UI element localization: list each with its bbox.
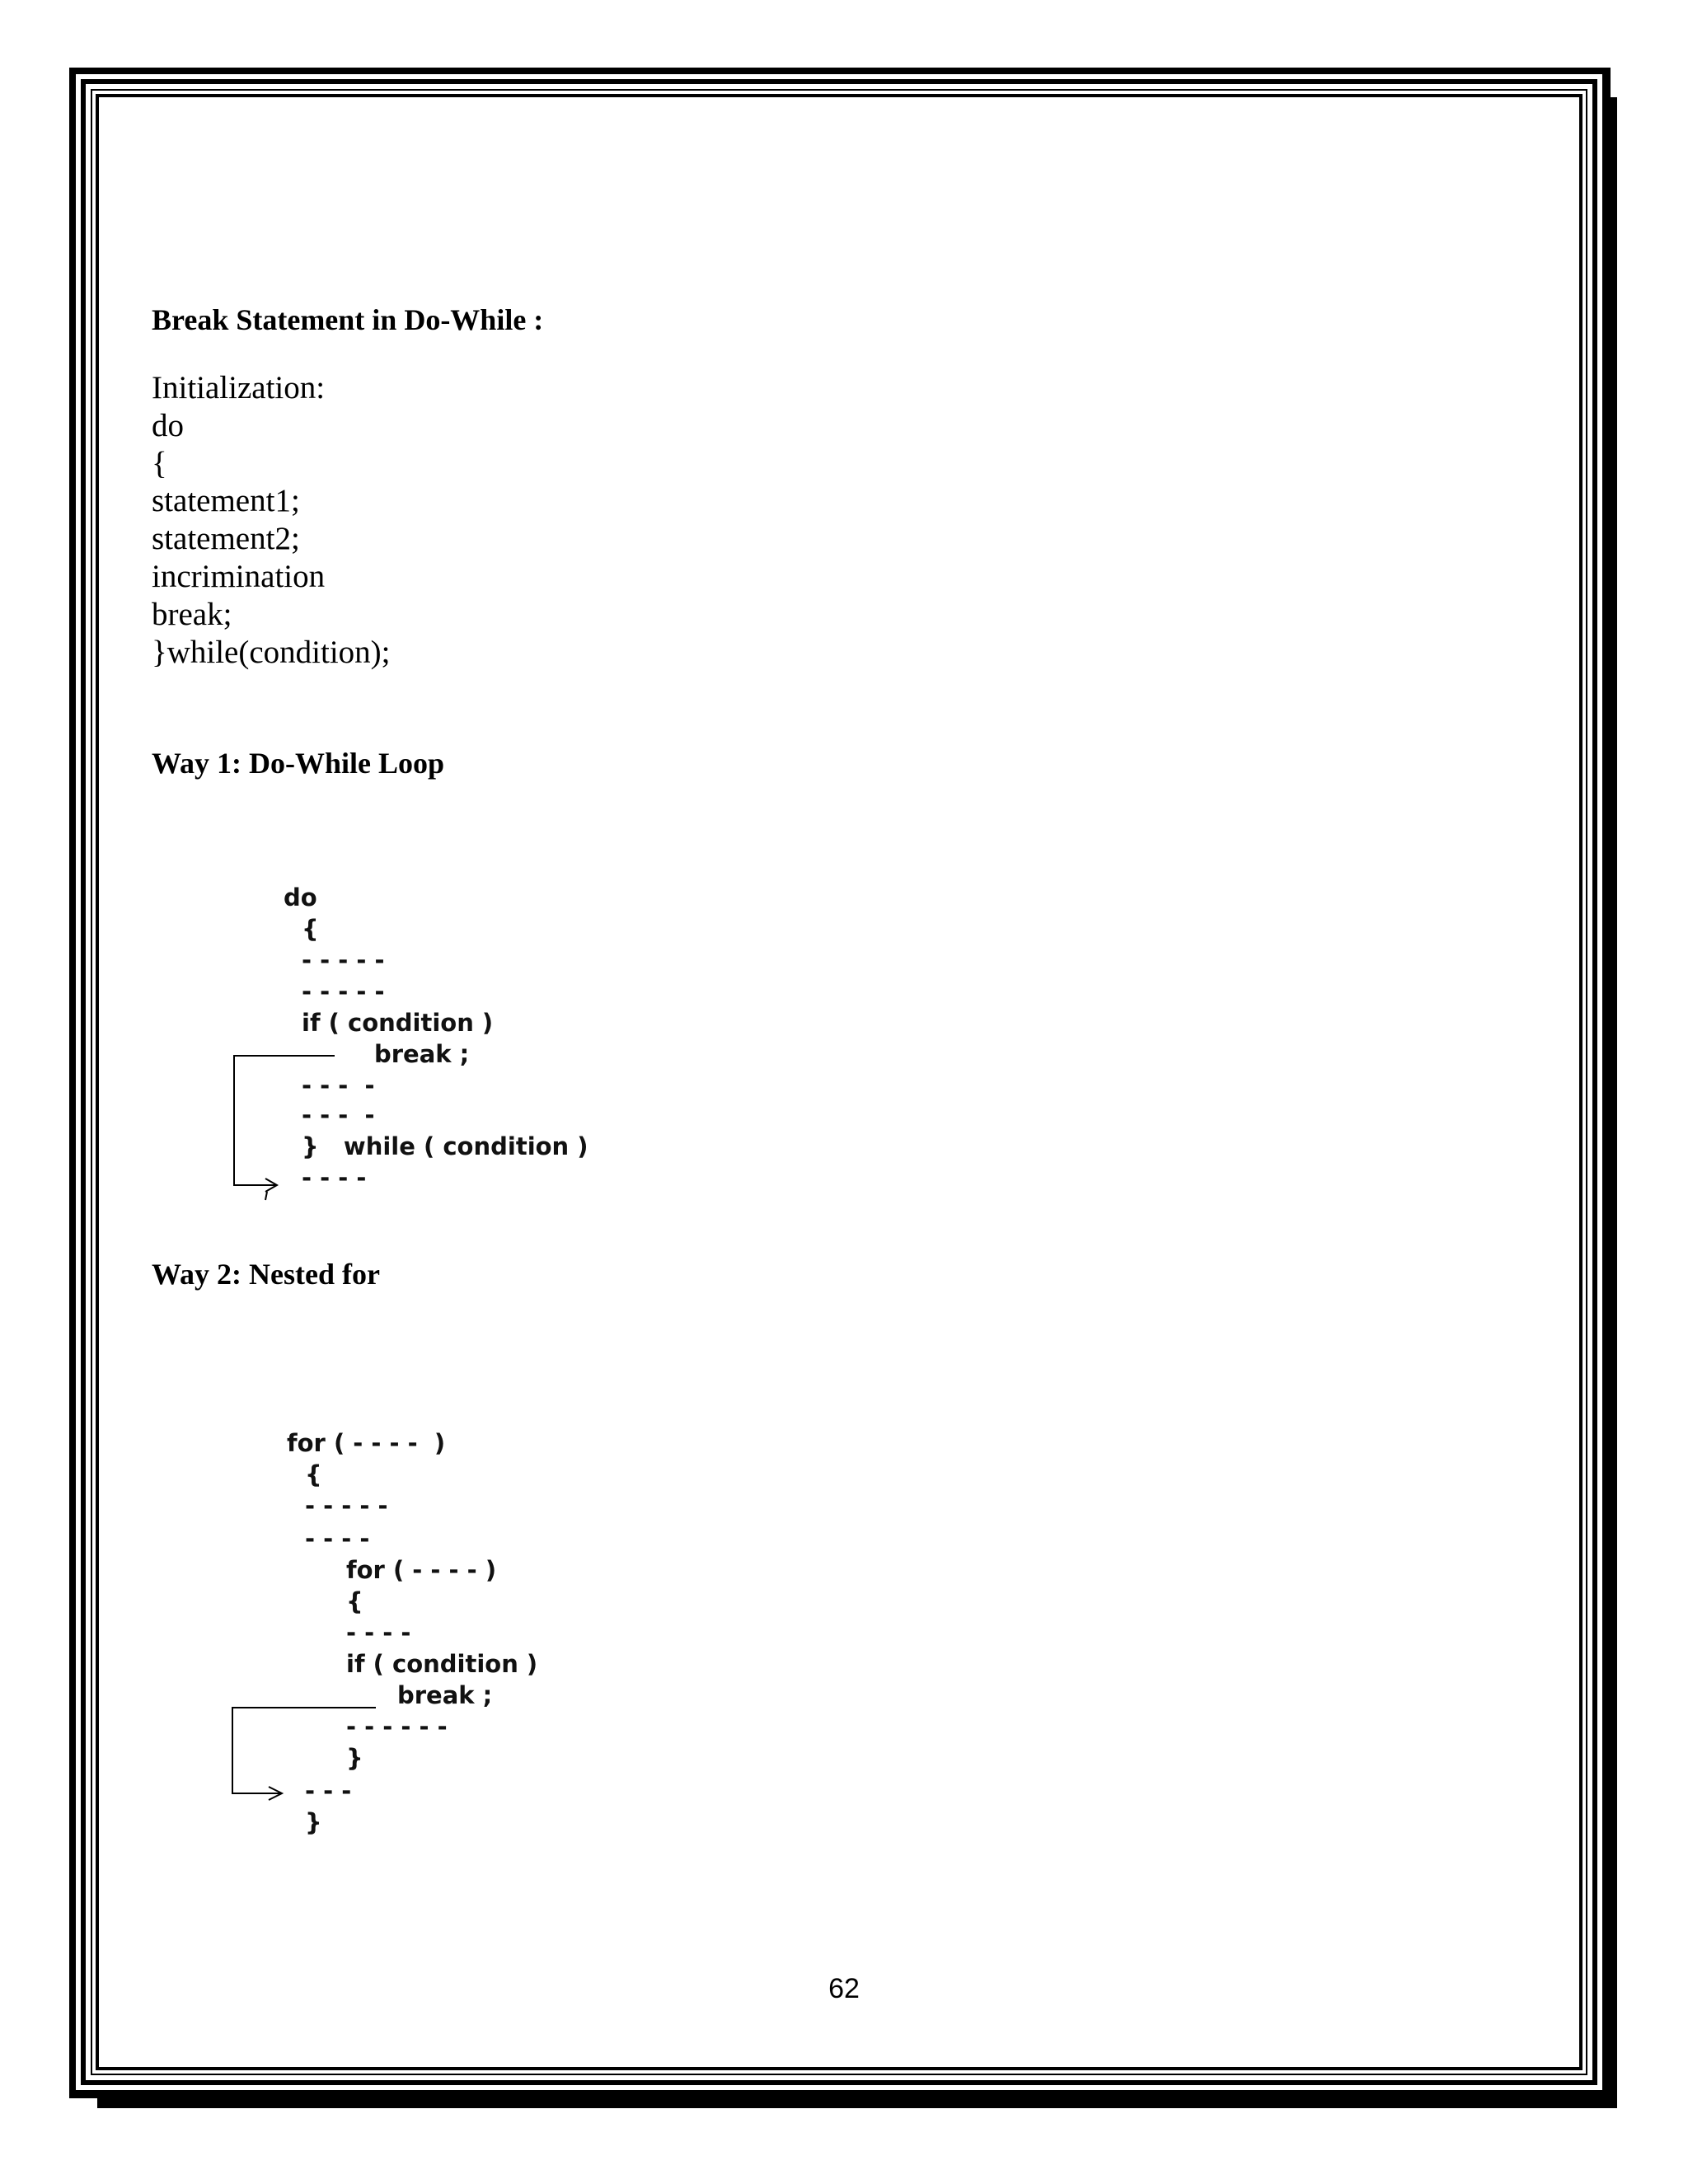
diagram-line: for ( - - - - ) — [287, 1429, 446, 1457]
syntax-line: do — [152, 407, 184, 443]
diagram-line: } — [346, 1744, 363, 1772]
diagram-line: - - - - - — [302, 946, 385, 974]
syntax-line: }while(condition); — [152, 634, 391, 670]
syntax-line: break; — [152, 596, 232, 632]
nested-for-break-diagram — [223, 1418, 602, 1854]
syntax-line: incrimination — [152, 558, 326, 594]
syntax-block — [152, 369, 391, 671]
diagram-line: - - - - — [305, 1525, 370, 1553]
diagram-line: { — [305, 1460, 322, 1488]
diagram-line: } — [305, 1808, 322, 1836]
diagram-line: - - - - — [302, 1101, 375, 1129]
diagram-line: - - - - — [302, 1071, 375, 1099]
diagram-line: do — [284, 883, 317, 912]
diagram-line: break ; — [374, 1040, 470, 1068]
diagram-line: - - - - - — [305, 1492, 388, 1520]
syntax-line: Initialization: — [152, 370, 326, 405]
diagram-line: } while ( condition ) — [302, 1132, 588, 1160]
syntax-line: { — [152, 445, 167, 481]
diagram-line: { — [302, 915, 319, 943]
do-while-break-diagram — [223, 874, 651, 1203]
section-heading-break-do-while: Break Statement in Do-While : — [152, 303, 544, 336]
diagram-line: if ( condition ) — [346, 1650, 538, 1678]
diagram-line: if ( condition ) — [302, 1009, 494, 1037]
section-heading-way1: Way 1: Do-While Loop — [152, 747, 445, 780]
diagram-line: - - - - — [346, 1619, 411, 1647]
diagram-line: - - - - — [302, 1164, 367, 1192]
diagram-line: - - - - - - — [346, 1713, 448, 1741]
diagram-line: for ( - - - - ) — [346, 1556, 497, 1584]
diagram-line: { — [346, 1587, 363, 1615]
page-number: 62 — [828, 1973, 860, 2004]
section-heading-way2: Way 2: Nested for — [152, 1258, 380, 1291]
break-flow-arrow — [223, 1418, 602, 1854]
diagram-line: - - - - - — [302, 977, 385, 1005]
diagram-line: break ; — [397, 1681, 493, 1709]
diagram-line: - - - — [305, 1777, 352, 1805]
syntax-line: statement2; — [152, 521, 300, 557]
syntax-line: statement1; — [152, 483, 300, 519]
